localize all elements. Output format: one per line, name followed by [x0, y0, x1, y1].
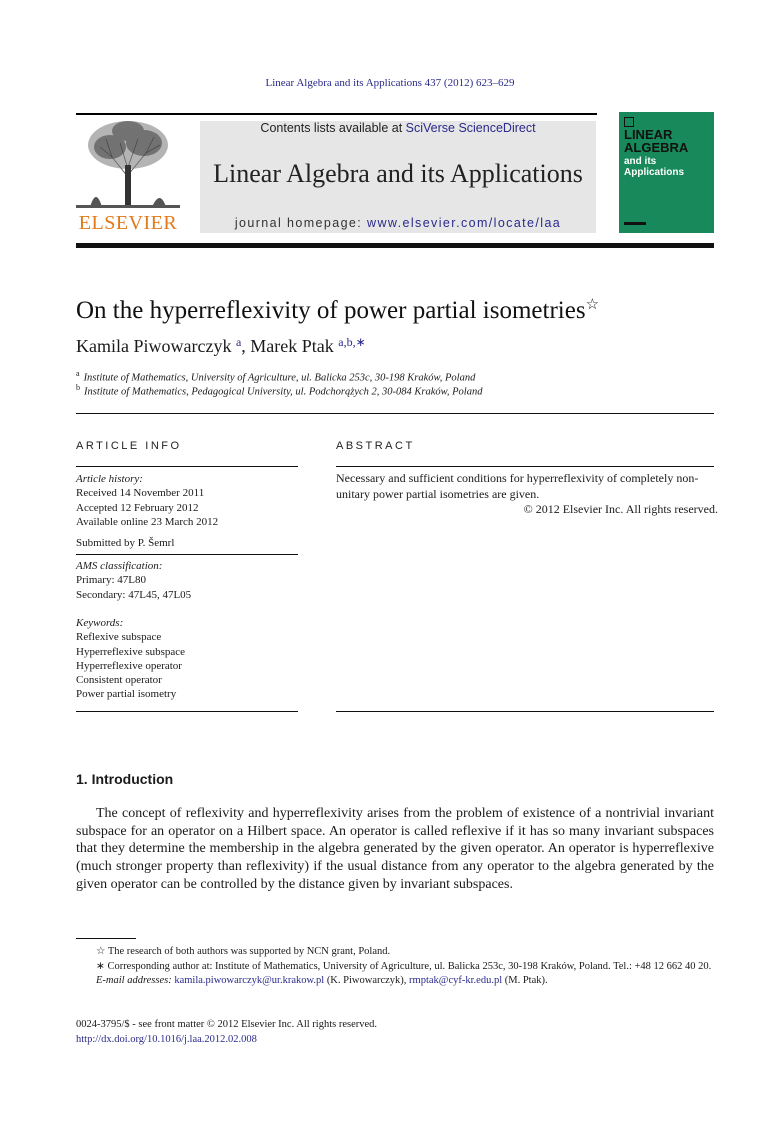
contents-line [200, 121, 596, 135]
ams-label: AMS classification: [76, 560, 163, 572]
journal-homepage [200, 216, 596, 230]
affiliation-text: Institute of Mathematics, Pedagogical University, ul. Podchorążych 2, 30-084 Kraków, Poland [84, 386, 483, 398]
author-name: Kamila Piwowarczyk [76, 336, 232, 356]
affiliation-b [76, 383, 482, 398]
elsevier-logo [76, 117, 180, 235]
journal-citation[interactable]: Linear Algebra and its Applications 437 (2012) 623–629 [265, 77, 515, 89]
keyword-item: Reflexive subspace [76, 631, 162, 644]
ams-secondary: Secondary: 47L45, 47L05 [76, 588, 192, 601]
keywords-label: Keywords: [76, 617, 124, 629]
affiliation-mark: b [76, 383, 80, 392]
issn-line: 0024-3795/$ - see front matter © 2012 Elsevier Inc. All rights reserved. [76, 1019, 378, 1030]
author-affil-mark[interactable]: a,b,∗ [338, 335, 366, 349]
article-info-heading: ARTICLE INFO [76, 440, 182, 452]
footnote-rule [76, 938, 136, 939]
keyword-item: Hyperreflexive operator [76, 659, 182, 672]
intro-text: The concept of reflexivity and hyperreflexivity arises from the problem of existence of a nontrivial invariant subspace for an operator on a Hilbert space. An operator is called reflexive if it has so many invariant subspaces that they determine the membership in the algebra generated by the given operator. An operator is hyperreflexive (much stronger property than reflexivity) if the usual distance from any operator to the algebra generated by the given operator can be controlled by the distance given by invariant subspaces. [76, 806, 714, 892]
homepage-link[interactable]: www.elsevier.com/locate/laa [367, 216, 562, 230]
history-label: Article history: [76, 473, 143, 485]
footnote-mark: ☆ [96, 946, 106, 957]
contents-prefix: Contents lists available at [260, 121, 406, 135]
footnote-text: Corresponding author at: Institute of Mathematics, University of Agriculture, ul. Balicka 253c, 30-198 Kraków, Poland. Tel.: +48 12 662 40 20. [107, 960, 712, 972]
header-bottom-rule [76, 243, 714, 248]
ams-classification [76, 559, 298, 602]
email-label: E-mail addresses: [96, 975, 175, 986]
paper-title [76, 297, 599, 325]
journal-cover [619, 112, 714, 233]
info-rule [76, 554, 298, 555]
title-footnote-mark[interactable]: ☆ [585, 297, 600, 313]
accepted-date: Accepted 12 February 2012 [76, 501, 199, 514]
abstract-rule [336, 466, 714, 467]
footnotes [76, 945, 716, 989]
info-rule [76, 466, 298, 467]
received-date: Received 14 November 2011 [76, 487, 205, 500]
homepage-prefix: journal homepage: [234, 216, 368, 230]
cover-emblem-icon [624, 117, 634, 127]
email-link[interactable]: kamila.piwowarczyk@ur.krakow.pl [174, 975, 325, 986]
footnote-text: The research of both authors was supported by NCN grant, Poland. [107, 946, 391, 957]
affiliation-mark: a [76, 369, 80, 378]
section-heading: 1. Introduction [76, 771, 174, 787]
ams-primary: Primary: 47L80 [76, 574, 146, 587]
cover-footer-bar [624, 222, 646, 225]
abstract-text: Necessary and sufficient conditions for hyperreflexivity of completely non-unitary power partial isometries are given. [336, 471, 699, 501]
title-divider [76, 413, 714, 414]
keywords [76, 616, 298, 702]
cover-title: LINEAR ALGEBRA [624, 127, 689, 155]
author-affil-mark[interactable]: a [235, 335, 242, 349]
corresponding-footnote [76, 960, 716, 975]
article-history [76, 472, 298, 529]
email-owner: (K. Piwowarczyk), [324, 975, 410, 986]
keyword-item: Consistent operator [76, 674, 162, 687]
keyword-item: Hyperreflexive subspace [76, 645, 186, 658]
author-list [76, 336, 366, 357]
sciencedirect-link[interactable]: SciVerse ScienceDirect [405, 121, 536, 135]
doi-link[interactable]: http://dx.doi.org/10.1016/j.laa.2012.02.008 [76, 1033, 257, 1045]
elsevier-wordmark: ELSEVIER [78, 212, 178, 234]
affiliation-text: Institute of Mathematics, University of Agriculture, ul. Balicka 253c, 30-198 Kraków, Poland [83, 372, 476, 384]
submitted-by: Submitted by P. Šemrl [76, 537, 175, 549]
cover-sub-line2: Applications [624, 167, 685, 178]
abstract-body [336, 471, 718, 518]
journal-title: Linear Algebra and its Applications [213, 159, 583, 188]
online-date: Available online 23 March 2012 [76, 515, 219, 528]
abstract-heading: ABSTRACT [336, 440, 415, 452]
issn-block [76, 1018, 377, 1047]
funding-footnote [76, 945, 716, 960]
author-separator: , [241, 336, 251, 356]
email-link[interactable]: rmptak@cyf-kr.edu.pl [409, 975, 503, 986]
abstract-copyright: © 2012 Elsevier Inc. All rights reserved. [523, 502, 718, 516]
intro-paragraph [76, 805, 714, 894]
paper-title-text: On the hyperreflexivity of power partial isometries [76, 297, 586, 324]
keyword-item: Power partial isometry [76, 688, 177, 701]
info-bottom-rule [76, 711, 298, 712]
cover-sub-line1: and its [624, 156, 657, 167]
email-footnote [76, 974, 716, 989]
affiliation-a [76, 369, 475, 384]
elsevier-tree-icon [76, 117, 180, 209]
footnote-mark: ∗ [96, 960, 105, 972]
abstract-bottom-rule [336, 711, 714, 712]
email-owner: (M. Ptak). [502, 975, 548, 986]
journal-banner [200, 121, 596, 233]
cover-subtitle [624, 156, 684, 178]
header-top-rule [76, 113, 597, 115]
author-name: Marek Ptak [250, 336, 334, 356]
